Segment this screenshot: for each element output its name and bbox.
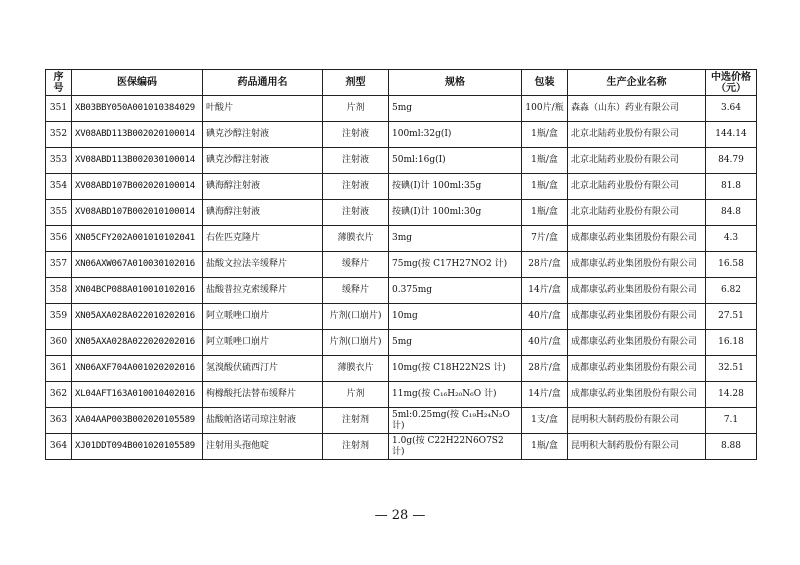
cell-drug-name: 阿立哌唑口崩片 <box>203 330 323 356</box>
cell-specification: 100ml:32g(Ⅰ) <box>389 122 522 148</box>
cell-drug-name: 阿立哌唑口崩片 <box>203 304 323 330</box>
cell-selected-price: 84.79 <box>706 148 757 174</box>
cell-packaging: 28片/盒 <box>522 356 568 382</box>
table-body <box>46 96 757 460</box>
cell-insurance-code: XN05AXA028A022020202016 <box>72 330 203 356</box>
cell-drug-name: 碘海醇注射液 <box>203 200 323 226</box>
table-row <box>46 330 757 356</box>
cell-specification: 11mg(按 C₁₆H₂₀N₆O 计) <box>389 382 522 408</box>
cell-insurance-code: XV08ABD107B002010100014 <box>72 200 203 226</box>
cell-selected-price: 81.8 <box>706 174 757 200</box>
cell-packaging: 28片/盒 <box>522 252 568 278</box>
cell-specification: 3mg <box>389 226 522 252</box>
cell-drug-name: 盐酸文拉法辛缓释片 <box>203 252 323 278</box>
table-row <box>46 148 757 174</box>
cell-packaging: 1瓶/盒 <box>522 200 568 226</box>
cell-serial: 351 <box>46 96 72 122</box>
cell-specification: 按碘(Ⅰ)计 100ml:30g <box>389 200 522 226</box>
cell-manufacturer: 北京北陆药业股份有限公司 <box>568 148 706 174</box>
table-row <box>46 96 757 122</box>
cell-insurance-code: XN06AXF704A001020202016 <box>72 356 203 382</box>
cell-packaging: 40片/盒 <box>522 304 568 330</box>
cell-packaging: 1瓶/盒 <box>522 148 568 174</box>
cell-selected-price: 3.64 <box>706 96 757 122</box>
cell-dosage-form: 注射液 <box>323 122 389 148</box>
cell-serial: 354 <box>46 174 72 200</box>
cell-manufacturer: 森淼（山东）药业有限公司 <box>568 96 706 122</box>
cell-insurance-code: XN05AXA028A022010202016 <box>72 304 203 330</box>
cell-specification: 10mg(按 C18H22N2S 计) <box>389 356 522 382</box>
cell-dosage-form: 注射剂 <box>323 408 389 434</box>
cell-insurance-code: XN04BCP088A010010102016 <box>72 278 203 304</box>
cell-insurance-code: XN05CFY202A001010102041 <box>72 226 203 252</box>
cell-specification: 0.375mg <box>389 278 522 304</box>
header-drug-name: 药品通用名 <box>203 70 323 96</box>
page-number: — 28 — <box>374 508 426 523</box>
cell-selected-price: 16.18 <box>706 330 757 356</box>
cell-selected-price: 6.82 <box>706 278 757 304</box>
cell-insurance-code: XL04AFT163A010010402016 <box>72 382 203 408</box>
cell-drug-name: 氢溴酸伏硫西汀片 <box>203 356 323 382</box>
cell-specification: 75mg(按 C17H27NO2 计) <box>389 252 522 278</box>
header-selected-price: 中选价格（元） <box>706 70 757 96</box>
table-row <box>46 278 757 304</box>
cell-manufacturer: 成都康弘药业集团股份有限公司 <box>568 278 706 304</box>
cell-selected-price: 7.1 <box>706 408 757 434</box>
cell-serial: 358 <box>46 278 72 304</box>
header-packaging: 包装 <box>522 70 568 96</box>
cell-specification: 1.0g(按 C22H22N6O7S2 计) <box>389 434 522 460</box>
cell-specification: 按碘(Ⅰ)计 100ml:35g <box>389 174 522 200</box>
cell-selected-price: 14.28 <box>706 382 757 408</box>
cell-packaging: 14片/盒 <box>522 278 568 304</box>
table-row <box>46 356 757 382</box>
cell-selected-price: 27.51 <box>706 304 757 330</box>
cell-serial: 363 <box>46 408 72 434</box>
cell-dosage-form: 注射液 <box>323 200 389 226</box>
cell-packaging: 14片/盒 <box>522 382 568 408</box>
cell-drug-name: 碘克沙醇注射液 <box>203 122 323 148</box>
cell-serial: 353 <box>46 148 72 174</box>
cell-dosage-form: 缓释片 <box>323 278 389 304</box>
table-row <box>46 382 757 408</box>
table-row <box>46 252 757 278</box>
cell-dosage-form: 缓释片 <box>323 252 389 278</box>
cell-specification: 5mg <box>389 330 522 356</box>
cell-insurance-code: XA04AAP003B002020105589 <box>72 408 203 434</box>
cell-drug-name: 盐酸帕洛诺司琼注射液 <box>203 408 323 434</box>
cell-manufacturer: 北京北陆药业股份有限公司 <box>568 174 706 200</box>
cell-selected-price: 16.58 <box>706 252 757 278</box>
cell-dosage-form: 注射剂 <box>323 434 389 460</box>
table-row <box>46 226 757 252</box>
cell-manufacturer: 成都康弘药业集团股份有限公司 <box>568 226 706 252</box>
cell-drug-name: 右佐匹克隆片 <box>203 226 323 252</box>
cell-dosage-form: 注射液 <box>323 174 389 200</box>
cell-insurance-code: XB03BBY050A001010384029 <box>72 96 203 122</box>
cell-manufacturer: 成都康弘药业集团股份有限公司 <box>568 252 706 278</box>
header-specification: 规格 <box>389 70 522 96</box>
cell-manufacturer: 北京北陆药业股份有限公司 <box>568 200 706 226</box>
cell-drug-name: 注射用头孢他啶 <box>203 434 323 460</box>
table-row <box>46 174 757 200</box>
cell-dosage-form: 薄膜衣片 <box>323 356 389 382</box>
table-row <box>46 122 757 148</box>
cell-selected-price: 32.51 <box>706 356 757 382</box>
cell-selected-price: 84.8 <box>706 200 757 226</box>
table-row <box>46 434 757 460</box>
cell-selected-price: 4.3 <box>706 226 757 252</box>
cell-dosage-form: 片剂(口崩片) <box>323 304 389 330</box>
header-serial: 序号 <box>46 70 72 96</box>
cell-manufacturer: 成都康弘药业集团股份有限公司 <box>568 356 706 382</box>
cell-specification: 5ml:0.25mg(按 C₁₉H₂₄N₂O 计) <box>389 408 522 434</box>
cell-manufacturer: 昆明积大制药股份有限公司 <box>568 408 706 434</box>
cell-packaging: 1支/盒 <box>522 408 568 434</box>
cell-manufacturer: 成都康弘药业集团股份有限公司 <box>568 330 706 356</box>
cell-selected-price: 8.88 <box>706 434 757 460</box>
cell-serial: 362 <box>46 382 72 408</box>
cell-selected-price: 144.14 <box>706 122 757 148</box>
cell-specification: 5mg <box>389 96 522 122</box>
cell-specification: 10mg <box>389 304 522 330</box>
table-row <box>46 408 757 434</box>
cell-manufacturer: 成都康弘药业集团股份有限公司 <box>568 382 706 408</box>
cell-serial: 352 <box>46 122 72 148</box>
cell-insurance-code: XJ01DDT094B001020105589 <box>72 434 203 460</box>
cell-serial: 355 <box>46 200 72 226</box>
cell-insurance-code: XV08ABD113B002030100014 <box>72 148 203 174</box>
table-row <box>46 304 757 330</box>
drug-price-table <box>45 69 757 460</box>
cell-manufacturer: 成都康弘药业集团股份有限公司 <box>568 304 706 330</box>
cell-dosage-form: 片剂(口崩片) <box>323 330 389 356</box>
cell-drug-name: 碘海醇注射液 <box>203 174 323 200</box>
cell-serial: 364 <box>46 434 72 460</box>
cell-serial: 361 <box>46 356 72 382</box>
cell-drug-name: 碘克沙醇注射液 <box>203 148 323 174</box>
cell-insurance-code: XN06AXW067A010030102016 <box>72 252 203 278</box>
cell-insurance-code: XV08ABD113B002020100014 <box>72 122 203 148</box>
cell-drug-name: 盐酸普拉克索缓释片 <box>203 278 323 304</box>
cell-serial: 357 <box>46 252 72 278</box>
cell-packaging: 40片/盒 <box>522 330 568 356</box>
cell-dosage-form: 薄膜衣片 <box>323 226 389 252</box>
cell-dosage-form: 片剂 <box>323 96 389 122</box>
cell-drug-name: 枸橼酸托法替布缓释片 <box>203 382 323 408</box>
header-manufacturer: 生产企业名称 <box>568 70 706 96</box>
header-insurance-code: 医保编码 <box>72 70 203 96</box>
cell-packaging: 7片/盒 <box>522 226 568 252</box>
cell-manufacturer: 昆明积大制药股份有限公司 <box>568 434 706 460</box>
cell-packaging: 1瓶/盒 <box>522 174 568 200</box>
cell-specification: 50ml:16g(Ⅰ) <box>389 148 522 174</box>
cell-packaging: 1瓶/盒 <box>522 122 568 148</box>
cell-dosage-form: 片剂 <box>323 382 389 408</box>
cell-manufacturer: 北京北陆药业股份有限公司 <box>568 122 706 148</box>
cell-insurance-code: XV08ABD107B002020100014 <box>72 174 203 200</box>
table-header-row <box>46 70 757 96</box>
cell-serial: 360 <box>46 330 72 356</box>
cell-dosage-form: 注射液 <box>323 148 389 174</box>
table-row <box>46 200 757 226</box>
cell-packaging: 100片/瓶 <box>522 96 568 122</box>
header-dosage-form: 剂型 <box>323 70 389 96</box>
cell-drug-name: 叶酸片 <box>203 96 323 122</box>
cell-serial: 359 <box>46 304 72 330</box>
cell-packaging: 1瓶/盒 <box>522 434 568 460</box>
cell-serial: 356 <box>46 226 72 252</box>
